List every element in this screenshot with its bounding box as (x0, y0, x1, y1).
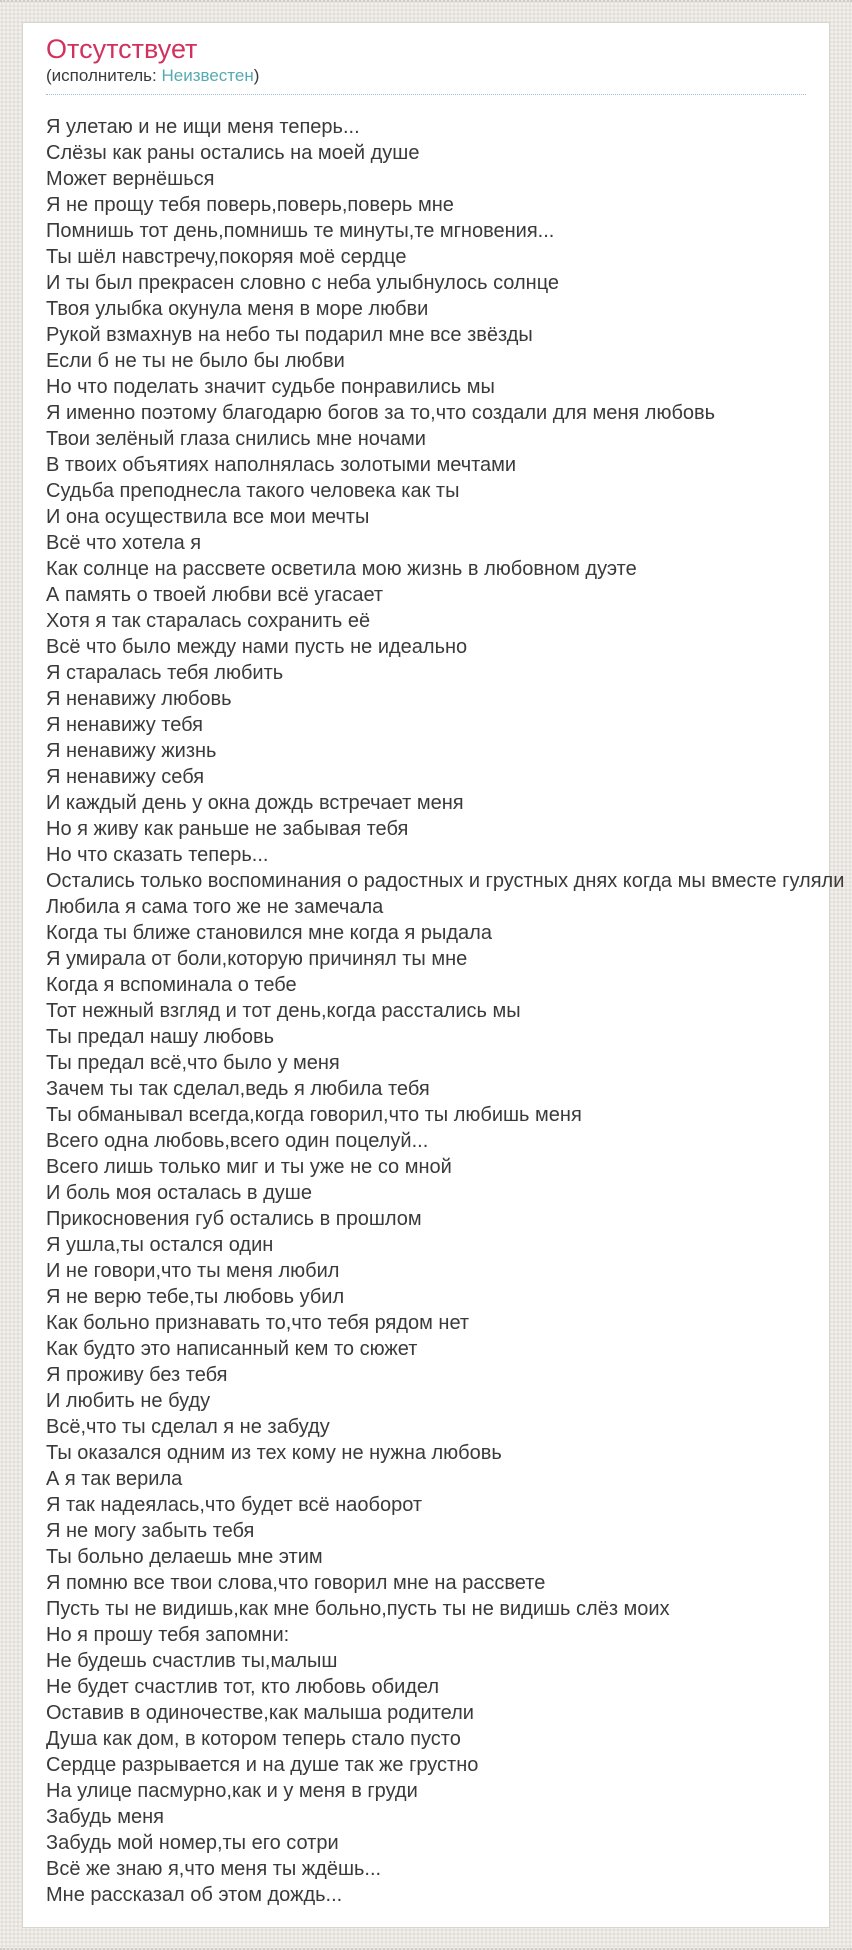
lyric-line: Ты предал всё,что было у меня (46, 1051, 340, 1074)
lyric-line: Я не верю тебе,ты любовь убил (46, 1285, 345, 1308)
lyric-line: Как больно признавать то,что тебя рядом нет (46, 1311, 470, 1334)
lyric-line: Пусть ты не видишь,как мне больно,пусть ты не видишь слёз моих (46, 1597, 670, 1620)
lyric-line: Забудь мой номер,ты его сотри (46, 1831, 339, 1854)
lyric-line: Когда я вспоминала о тебе (46, 973, 297, 996)
lyric-line: Душа как дом, в котором теперь стало пусто (46, 1727, 461, 1750)
lyric-line: Судьба преподнесла такого человека как ты (46, 479, 460, 502)
lyric-line: Не будешь счастлив ты,малыш (46, 1649, 338, 1672)
lyric-line: Помнишь тот день,помнишь те минуты,те мгновения... (46, 219, 555, 242)
lyric-line: И ты был прекрасен словно с неба улыбнулось солнце (46, 271, 560, 294)
lyric-line: Всё же знаю я,что меня ты ждёшь... (46, 1857, 382, 1880)
lyric-line: Я не могу забыть тебя (46, 1519, 255, 1542)
lyric-line: А память о твоей любви всё угасает (46, 583, 384, 606)
lyric-line: Всего лишь только миг и ты уже не со мной (46, 1155, 452, 1178)
lyric-line: Оставив в одиночестве,как малыша родители (46, 1701, 474, 1724)
lyric-line: Твоя улыбка окунула меня в море любви (46, 297, 429, 320)
lyric-line: Рукой взмахнув на небо ты подарил мне все звёзды (46, 323, 533, 346)
lyric-line: Я ненавижу себя (46, 765, 205, 788)
lyric-line: И боль моя осталась в душе (46, 1181, 312, 1204)
lyric-line: Ты больно делаешь мне этим (46, 1545, 323, 1568)
lyric-line: Всё что было между нами пусть не идеально (46, 635, 468, 658)
lyric-line: Но что поделать значит судьбе понравились мы (46, 375, 495, 398)
lyric-line: Я проживу без тебя (46, 1363, 228, 1386)
lyric-line: Остались только воспоминания о радостных и грустных днях когда мы вместе гуляли (46, 869, 845, 892)
lyric-line: На улице пасмурно,как и у меня в груди (46, 1779, 418, 1802)
lyric-line: Я так надеялась,что будет всё наоборот (46, 1493, 423, 1516)
lyric-line: Твои зелёный глаза снились мне ночами (46, 427, 426, 450)
song-title: Отсутствует (46, 34, 198, 64)
lyric-line: И не говори,что ты меня любил (46, 1259, 340, 1282)
lyrics-text (46, 114, 845, 1908)
lyric-line: Ты обманывал всегда,когда говорил,что ты любишь меня (46, 1103, 582, 1126)
lyric-line: Я ненавижу тебя (46, 713, 203, 736)
lyric-line: Не будет счастлив тот, кто любовь обидел (46, 1675, 440, 1698)
lyric-line: Я улетаю и не ищи меня теперь... (46, 115, 360, 138)
lyric-line: А я так верила (46, 1467, 183, 1490)
lyric-line: Слёзы как раны остались на моей душе (46, 141, 420, 164)
lyric-line: Я ненавижу жизнь (46, 739, 217, 762)
lyric-line: Всё что хотела я (46, 531, 202, 554)
lyric-line: Прикосновения губ остались в прошлом (46, 1207, 422, 1230)
lyric-line: Может вернёшься (46, 167, 215, 190)
lyric-line: Я не прощу тебя поверь,поверь,поверь мне (46, 193, 454, 216)
lyric-line: Но что сказать теперь... (46, 843, 269, 866)
lyric-line: Любила я сама того же не замечала (46, 895, 384, 918)
lyric-line: Когда ты ближе становился мне когда я рыдала (46, 921, 492, 944)
lyric-line: И любить не буду (46, 1389, 211, 1412)
lyric-line: И она осуществила все мои мечты (46, 505, 370, 528)
lyric-line: И каждый день у окна дождь встречает меня (46, 791, 464, 814)
lyric-line: Ты предал нашу любовь (46, 1025, 274, 1048)
lyric-line: Зачем ты так сделал,ведь я любила тебя (46, 1077, 430, 1100)
lyric-line: Забудь меня (46, 1805, 164, 1828)
lyric-line: Как солнце на рассвете осветила мою жизнь в любовном дуэте (46, 557, 637, 580)
lyric-line: Я ненавижу любовь (46, 687, 232, 710)
lyric-line: Ты шёл навстречу,покоряя моё сердце (46, 245, 407, 268)
lyric-line: Но я прошу тебя запомни: (46, 1623, 290, 1646)
artist-line (46, 66, 806, 94)
lyric-line: Я умирала от боли,которую причинял ты мне (46, 947, 468, 970)
lyric-line: Ты оказался одним из тех кому не нужна любовь (46, 1441, 502, 1464)
lyric-line: Если б не ты не было бы любви (46, 349, 345, 372)
lyric-line: Я ушла,ты остался один (46, 1233, 274, 1256)
artist-label-suffix: ) (253, 66, 260, 86)
lyric-line: Сердце разрывается и на душе так же грустно (46, 1753, 479, 1776)
lyric-line: Я именно поэтому благодарю богов за то,что создали для меня любовь (46, 401, 716, 424)
artist-label-prefix: (исполнитель: (46, 66, 162, 86)
lyric-line: Но я живу как раньше не забывая тебя (46, 817, 409, 840)
artist-link[interactable]: Неизвестен (161, 66, 254, 86)
lyric-line: Тот нежный взгляд и тот день,когда расстались мы (46, 999, 521, 1022)
lyric-line: Хотя я так старалась сохранить её (46, 609, 371, 632)
lyric-line: Я старалась тебя любить (46, 661, 284, 684)
lyric-line: В твоих объятиях наполнялась золотыми мечтами (46, 453, 517, 476)
lyric-line: Всего одна любовь,всего один поцелуй... (46, 1129, 429, 1152)
lyric-line: Мне рассказал об этом дождь... (46, 1883, 343, 1906)
lyric-line: Как будто это написанный кем то сюжет (46, 1337, 418, 1360)
lyric-line: Я помню все твои слова,что говорил мне на рассвете (46, 1571, 546, 1594)
lyrics-card (22, 22, 845, 1928)
lyric-line: Всё,что ты сделал я не забуду (46, 1415, 330, 1438)
